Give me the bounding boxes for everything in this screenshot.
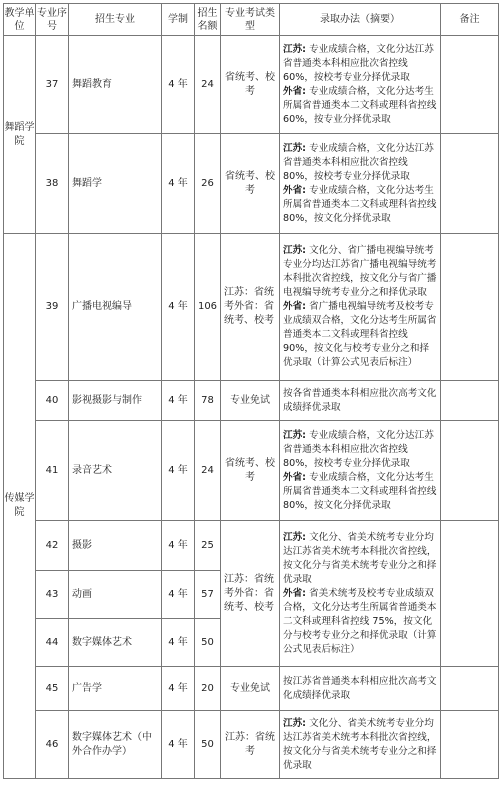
exam-type: 省统考、校考 bbox=[221, 421, 280, 521]
major-no: 44 bbox=[36, 619, 69, 667]
remark bbox=[441, 234, 499, 381]
unit-cell: 舞蹈学院 bbox=[4, 36, 36, 234]
major-years: 4 年 bbox=[162, 134, 195, 234]
table-row bbox=[4, 521, 499, 571]
header-major: 招生专业 bbox=[69, 4, 162, 36]
rule-region: 外省: bbox=[283, 471, 307, 483]
header-admission-rule: 录取办法（摘要） bbox=[280, 4, 441, 36]
rule-region: 江苏: bbox=[283, 245, 307, 256]
header-row bbox=[4, 4, 499, 36]
header-exam-type: 专业考试类型 bbox=[221, 4, 280, 36]
rule-region: 外省: bbox=[283, 85, 307, 97]
rule-region: 江苏: bbox=[283, 429, 307, 441]
rule-text: 专业成绩合格，文化分达江苏省普通类本科相应批次省控线 80%，按校考专业分择优录取 bbox=[283, 429, 434, 469]
header-remark: 备注 bbox=[441, 4, 499, 36]
major-no: 46 bbox=[36, 711, 69, 779]
rule-text: 专业成绩合格，文化分达考生所属省普通类本二文科或理科省控线 80%，按文化分择优录取 bbox=[283, 471, 437, 511]
major-no: 45 bbox=[36, 667, 69, 711]
table-row bbox=[4, 667, 499, 711]
rule-paragraph bbox=[283, 85, 437, 127]
major-no: 39 bbox=[36, 234, 69, 381]
exam-type: 江苏：省统考 bbox=[221, 711, 280, 779]
remark bbox=[441, 381, 499, 421]
rule-text: 按江苏省普通类本科相应批次高考文化成绩择优录取 bbox=[283, 675, 437, 701]
major-name: 摄影 bbox=[69, 521, 162, 571]
rule-paragraph bbox=[283, 717, 437, 773]
major-no: 43 bbox=[36, 571, 69, 619]
table-row bbox=[4, 36, 499, 134]
major-name: 舞蹈教育 bbox=[69, 36, 162, 134]
rule-text: 省美术统考及校考专业成绩双合格，文化分达考生所属省普通类本二文科或理科省控线 75%，按文化分与校考专业分之和择优录取（计算公式见表后标注） bbox=[283, 587, 437, 655]
remark bbox=[441, 521, 499, 667]
major-years: 4 年 bbox=[162, 571, 195, 619]
rule-region: 江苏: bbox=[283, 531, 307, 543]
table-row bbox=[4, 381, 499, 421]
major-name: 广播电视编导 bbox=[69, 234, 162, 381]
table-row bbox=[4, 711, 499, 779]
remark bbox=[441, 711, 499, 779]
admission-rule bbox=[280, 667, 441, 711]
exam-type: 江苏：省统考外省：省统考、校考 bbox=[221, 234, 280, 381]
rule-paragraph bbox=[283, 471, 437, 513]
major-quota: 26 bbox=[195, 134, 221, 234]
rule-paragraph bbox=[283, 43, 437, 85]
table-row bbox=[4, 421, 499, 521]
admission-rule bbox=[280, 381, 441, 421]
rule-paragraph bbox=[283, 675, 437, 703]
major-name: 广告学 bbox=[69, 667, 162, 711]
major-quota: 57 bbox=[195, 571, 221, 619]
exam-type: 省统考、校考 bbox=[221, 36, 280, 134]
rule-paragraph bbox=[283, 387, 437, 415]
table-row bbox=[4, 234, 499, 381]
major-no: 38 bbox=[36, 134, 69, 234]
exam-type: 专业免试 bbox=[221, 381, 280, 421]
major-no: 41 bbox=[36, 421, 69, 521]
rule-paragraph bbox=[283, 300, 437, 370]
major-name: 舞蹈学 bbox=[69, 134, 162, 234]
rule-text: 专业成绩合格，文化分达考生所属省普通类本二文科或理科省控线 80%，按文化分择优录取 bbox=[283, 184, 437, 224]
major-quota: 78 bbox=[195, 381, 221, 421]
major-name: 影视摄影与制作 bbox=[69, 381, 162, 421]
admission-rule bbox=[280, 711, 441, 779]
rule-paragraph bbox=[283, 142, 437, 184]
rule-region: 外省: bbox=[283, 301, 307, 312]
rule-region: 外省: bbox=[283, 184, 307, 196]
remark bbox=[441, 134, 499, 234]
header-years: 学制 bbox=[162, 4, 195, 36]
major-years: 4 年 bbox=[162, 421, 195, 521]
major-years: 4 年 bbox=[162, 711, 195, 779]
rule-text: 文化分、省美术统考专业分均达江苏省美术统考本科批次省控线，按文化分与省美术统考专业分之和择优录取 bbox=[283, 717, 437, 771]
major-name: 动画 bbox=[69, 571, 162, 619]
rule-paragraph bbox=[283, 531, 437, 587]
table-row bbox=[4, 134, 499, 234]
major-quota: 50 bbox=[195, 619, 221, 667]
rule-paragraph bbox=[283, 429, 437, 471]
major-name: 录音艺术 bbox=[69, 421, 162, 521]
remark bbox=[441, 667, 499, 711]
major-no: 40 bbox=[36, 381, 69, 421]
rule-text: 专业成绩合格，文化分达考生所属省普通类本二文科或理科省控线 60%，按专业分择优录取 bbox=[283, 85, 437, 125]
major-no: 37 bbox=[36, 36, 69, 134]
major-name: 数字媒体艺术（中外合作办学） bbox=[69, 711, 162, 779]
admission-rule bbox=[280, 421, 441, 521]
major-years: 4 年 bbox=[162, 521, 195, 571]
rule-paragraph bbox=[283, 184, 437, 226]
major-years: 4 年 bbox=[162, 381, 195, 421]
rule-text: 省广播电视编导统考及校考专业成绩双合格，文化分达考生所属省普通类本二文科或理科省控线 90%，按文化与校考专业分之和择优录取（计算公式见表后标注） bbox=[283, 301, 437, 368]
admission-rule bbox=[280, 521, 441, 667]
exam-type: 省统考、校考 bbox=[221, 134, 280, 234]
remark bbox=[441, 36, 499, 134]
admission-table bbox=[3, 3, 499, 779]
header-no: 专业序号 bbox=[36, 4, 69, 36]
exam-type: 江苏：省统考外省：省统考、校考 bbox=[221, 521, 280, 667]
rule-text: 专业成绩合格，文化分达江苏省普通类本科相应批次省控线 60%，按校考专业分择优录取 bbox=[283, 43, 434, 83]
major-years: 4 年 bbox=[162, 619, 195, 667]
major-quota: 50 bbox=[195, 711, 221, 779]
rule-text: 文化分、省广播电视编导统考专业分均达江苏省广播电视编导统考本科批次省控线，按文化分与省广播电视编导统考专业分之和择优录取 bbox=[283, 245, 437, 298]
rule-region: 江苏: bbox=[283, 717, 307, 729]
admission-rule bbox=[280, 234, 441, 381]
rule-region: 江苏: bbox=[283, 43, 307, 55]
rule-text: 专业成绩合格，文化分达江苏省普通类本科相应批次省控线 80%，按校考专业分择优录取 bbox=[283, 142, 434, 182]
major-years: 4 年 bbox=[162, 234, 195, 381]
unit-cell: 传媒学院 bbox=[4, 234, 36, 779]
exam-type: 专业免试 bbox=[221, 667, 280, 711]
major-no: 42 bbox=[36, 521, 69, 571]
rule-text: 按各省普通类本科相应批次高考文化成绩择优录取 bbox=[283, 387, 437, 413]
major-quota: 20 bbox=[195, 667, 221, 711]
major-years: 4 年 bbox=[162, 667, 195, 711]
rule-paragraph bbox=[283, 587, 437, 657]
rule-paragraph bbox=[283, 244, 437, 300]
major-quota: 24 bbox=[195, 421, 221, 521]
major-quota: 24 bbox=[195, 36, 221, 134]
rule-region: 江苏: bbox=[283, 142, 307, 154]
rule-region: 外省: bbox=[283, 587, 307, 599]
major-name: 数字媒体艺术 bbox=[69, 619, 162, 667]
admission-rule bbox=[280, 36, 441, 134]
major-quota: 25 bbox=[195, 521, 221, 571]
remark bbox=[441, 421, 499, 521]
admission-rule bbox=[280, 134, 441, 234]
major-quota: 106 bbox=[195, 234, 221, 381]
header-quota: 招生名额 bbox=[195, 4, 221, 36]
major-years: 4 年 bbox=[162, 36, 195, 134]
header-unit: 教学单位 bbox=[4, 4, 36, 36]
rule-text: 文化分、省美术统考专业分均达江苏省美术统考本科批次省控线，按文化分与省美术统考专业分之和择优录取 bbox=[283, 531, 437, 585]
